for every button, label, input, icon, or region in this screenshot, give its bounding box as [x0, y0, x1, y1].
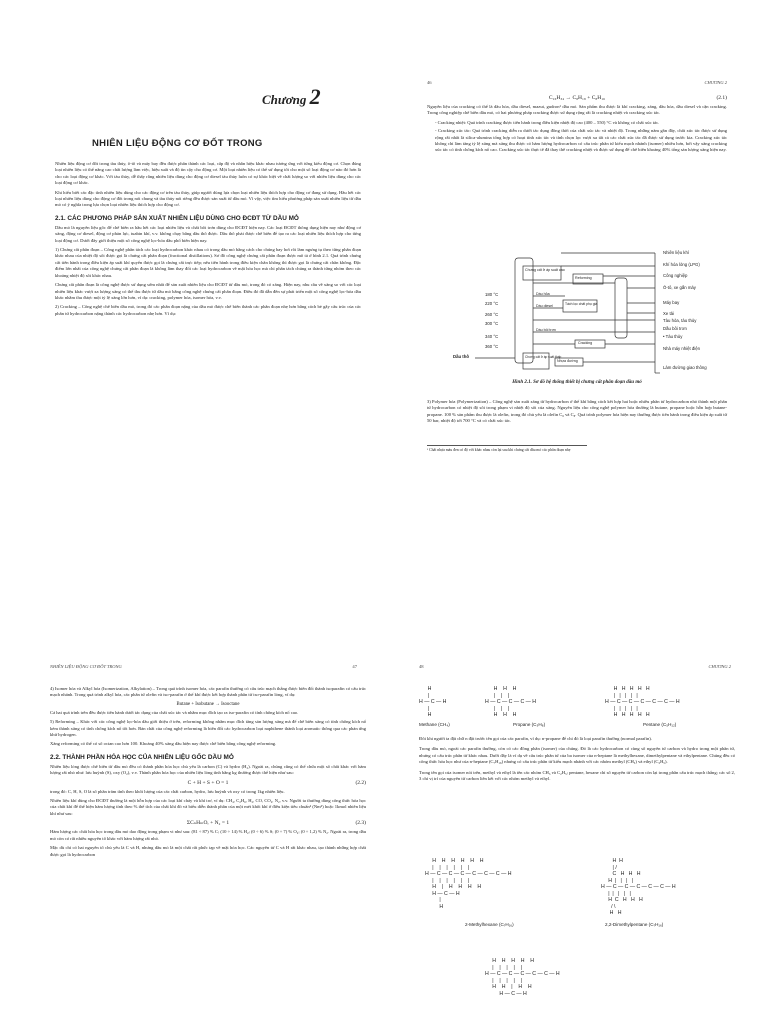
paragraph: Trong dầu mỏ, ngoài các parafin thường, còn có các đồng phân (isomer) của chúng. Đó là các hydrocarbon có cùng số nguyên tử carbon và hydro trong một phân tử, nhưng có cấu trúc phân tử khác nhau. Dưới đây là ví dụ về cấu trúc phân tử của ba isomer của n-heptane là methylhexane, dimethylpentane và ethylpentane. Chúng đều có công thức hóa học như của n-heptane (C₇H₁₆) nhưng có cấu trúc phân tử kiểu mạch nhánh với các nhóm methyl (CH₃) và ethyl (C₂H₅). — [419, 746, 735, 765]
output-label: Máy bay — [663, 300, 680, 305]
unit-label: Tách lọc chất phụ gia — [565, 302, 598, 306]
output-label: Công nghiệp — [663, 273, 688, 278]
molecule-name: Propane (C₃H₈) — [513, 722, 546, 727]
page2-top-text — [427, 92, 727, 154]
paragraph: Mặc dù chỉ có hai nguyên tố chủ yếu là C và H, nhưng dầu mỏ là một chất rất phức tạp về mặt hóa học. Các nguyên tử C và H rất khác nhau, tạo thành những hợp chất được gọi là hydrocarbon — [50, 845, 366, 857]
molecule-name: Methane (CH₄) — [419, 722, 450, 727]
distillation-diagram — [415, 248, 735, 378]
page-number: 48 — [419, 664, 424, 669]
equation-2-3 — [50, 820, 366, 826]
equation-number: (2.3) — [355, 820, 366, 827]
chapter-label: Chương — [262, 92, 307, 107]
output-label: Xe tải — [663, 311, 674, 316]
temp-label: 260 °C — [485, 312, 499, 317]
temp-label: 300 °C — [485, 321, 499, 326]
pentane-structure: H H H H H | | | | | H — C — C — C — C — C — H | | | | | H H H H H — [605, 686, 680, 718]
equation: C + H + S + O = 1 — [187, 779, 229, 786]
reaction: Butane + Isobutane → Isooctane — [176, 701, 240, 707]
unit-label: Dầu bôi trơn — [536, 328, 556, 332]
paragraph: Khi hiểu biết các đặc tính nhiên liệu dùng cho các động cơ trên tàu thủy, giúp người dùng lựa chọn loại nhiên liệu thích hợp cho động cơ đang sử dụng. Hầu hết các loại nhiên liệu dùng cho động cơ đốt trong nói chung và tàu thủy nói riêng đều được sản xuất từ dầu mỏ. Vì vậy, việc tìm hiểu phương pháp sản xuất nhiên liệu từ dầu mỏ có ý nghĩa trong lựa chọn loại nhiên liệu thích hợp cho động cơ. — [55, 189, 361, 208]
output-label: Dầu bôi trơn — [663, 326, 687, 331]
section-heading: 2.2. THÀNH PHẦN HÓA HỌC CỦA NHIÊN LIỆU GỐC DẦU MỎ — [50, 753, 234, 761]
paragraph: Trong tên gọi của isomer nói trên, methyl và ethyl là tên các nhóm CH₃ và C₂H₅; pentane, hexane chỉ số nguyên tử carbon còn lại trong phần cấu trúc mạch thẳng; các số 2, 3 chỉ vị trí của nguyên tử carbon liên kết với các nhóm methyl và ethyl. — [419, 769, 735, 782]
methylhexane-structure: H H H H H H | | | | | | H — C — C — C — C — C — C — H | | | | | | H | H H H H H — C — H | H — [425, 858, 512, 910]
paragraph: 2) Cracking – Công nghệ chế biến dầu mỏ, trong đó các phân đoạn nặng của dầu mỏ được chế biến thành các phân đoạn nhẹ hơn bằng cách bẻ gãy cấu trúc của các phân tử hydrocarbon nặng thành các hydrocarbon nhẹ hơn. Ví dụ: — [55, 304, 361, 316]
paragraph: 3) Polymer hóa (Polymerization) – Công nghệ sản xuất xăng từ hydrocarbon ở thể khí bằng cách kết hợp hai hoặc nhiều phân tử hydrocarbon nhỏ thành một phân tử hydrocarbon có nhiệt độ sôi trong phạm vi nhiệt độ sôi của xăng. Nguyên liệu cho công nghệ polymer hóa thường là butane, propane hoặc hỗn hợp butane-propane. 100 % sản phẩm thu được là olefin, trong đó chủ yếu là olefin C₆ và C₈. Quá trình polymer hóa hiện nay thường được tiến hành trong điều kiện áp suất từ 50 bar, nhiệt độ tới 700 °C và có chất xúc tác. — [427, 399, 727, 424]
ethylpentane-structure: H H H H H | | | | | H — C — C — C — C — C — H | | | | | H H | H H H — C — H — [485, 958, 560, 997]
temp-label: 180 °C — [485, 292, 499, 297]
molecule-name: Pentane (C₅H₁₂) — [643, 722, 677, 727]
output-label: Khí hóa lỏng (LPG) — [663, 262, 700, 267]
page-chapter-2-opening — [30, 50, 385, 500]
crude-oil-label: Dầu thô — [453, 354, 469, 359]
paragraph: Nhiên liệu khí dùng cho ĐCĐT thường là một hỗn hợp của các loại khí cháy và khí trơ, ví dụ: CH₄, C₂H₆, H₂, CO, CO₂, N₂, v.v. Người ta thường dùng công thức hóa học của chất khí để thể hiện hàm lượng tính theo % thể tích của chất khí đó và biểu diễn thành phần của một mét khối khí ở điều kiện tiêu chuẩn² (Nm³) hoặc 1kmol nhiên liệu khí như sau: — [50, 798, 366, 816]
paragraph: Nguyên liệu của cracking có thể là dầu hỏa, dầu diesel, mazut, gudron¹ dầu mỏ. Sản phẩm thu được là khí cracking, xăng, dầu hỏa, dầu diesel và cặn cracking. Trong công nghiệp chế biến dầu mỏ, có hai phương pháp cracking được sử dụng rộng rãi là cracking nhiệt và cracking xúc tác. — [427, 104, 727, 116]
page2-bottom-text — [427, 380, 727, 452]
unit-label: Chưng cất ở áp suất cao — [525, 268, 565, 272]
footnote: ¹ Chất nhựa màu đen có độ với khác nhau còn lại sau khi chưng cất dầu mỏ các phân đoạn nhẹ — [427, 445, 587, 452]
temp-label: 360 °C — [485, 344, 499, 349]
temp-label: 220 °C — [485, 301, 499, 306]
page-48 — [405, 662, 745, 1024]
page4-body — [419, 736, 735, 782]
bullet-item: - Cracking nhiệt: Quá trình cracking được tiến hành trong điều kiện nhiệt độ cao (400 – 550) °C và không có chất xúc tác. — [435, 119, 660, 125]
unit-label: Reforming — [575, 276, 592, 280]
paragraph: 4) Isomer hóa và Alkyl hóa (Isomerization, Alkylation) – Trong quá trình isomer hóa, các parafin thường có cấu trúc mạch thẳng được biến đổi thành isoparafin có cấu trúc mạch nhánh. Trong quá trình alkyl hóa, các phân tử olefin và iso-parafin ở thể khí được kết hợp thành phân tử iso-parafin lỏng, ví dụ: — [50, 686, 366, 698]
unit-label: Chưng cất ở áp suất thấp — [525, 355, 562, 359]
unit-label: Cracking — [578, 341, 593, 345]
equation-number: (2.2) — [355, 779, 366, 786]
section-heading: 2.1. CÁC PHƯƠNG PHÁP SẢN XUẤT NHIÊN LIỆU DÙNG CHO ĐCĐT TỪ DẦU MỎ — [55, 214, 299, 222]
temp-label: 340 °C — [485, 334, 499, 339]
output-label: Làm đường giao thông — [663, 365, 707, 370]
molecule-name: 2-Methylhexane (C₇H₁₆) — [465, 922, 514, 927]
page-number: 46 — [427, 80, 432, 85]
paragraph: Dầu mỏ là nguyên liệu gốc để chế biến ra hầu hết các loại nhiên liệu và chất bôi trơn dùng cho ĐCĐT hiện nay. Các loại ĐCĐT thông dụng hiện nay như động cơ xăng, động cơ diesel, động cơ phản lực, tuabin khí, v.v. không chạy bằng dầu thô được. Dầu thô phải được chế biến để tạo ra các loại nhiên liệu thích hợp cho từng loại động cơ. Dưới đây giới thiệu một số công nghệ lọc-hóa dầu phổ biến hiện nay. — [55, 224, 361, 243]
unit-label: Dầu hỏa — [536, 292, 550, 296]
output-label: Nhà máy nhiệt điện — [663, 346, 701, 351]
output-label: Ô-tô, xe gắn máy — [663, 285, 696, 290]
chapter-title: NHIÊN LIỆU ĐỘNG CƠ ĐỐT TRONG — [92, 138, 263, 149]
paragraph: Nhiên liệu lỏng được chế biến từ dầu mỏ đều có thành phần hóa học chủ yếu là carbon (C) và hydro (H₂). Ngoài ra, chúng cũng có thể chứa một số chất khác với hàm lượng rất nhỏ như: lưu huỳnh (S), oxy (O₂), v.v. Thành phần hóa học của nhiên liệu lỏng tính bằng kg thường được thể hiện như sau: — [50, 763, 366, 776]
paragraph: Nhiên liệu động cơ đốt trong tàu thủy, ô-tô và máy bay đều được phân thành các loại, cấp độ và nhãn hiệu khác nhau tương ứng với từng kiểu động cơ. Chọn đúng loại nhiên liệu có thể nâng cao chất lượng làm việc, hiệu suất và độ tin cậy cho động cơ. Một loại nhiên liệu có thể sử dụng tốt cho một số loại động cơ nào đó hơn là cho các loại động cơ khác. Với tàu thủy, dễ thấy rằng nhiên liệu dùng cho động cơ diesel tàu thủy luôn có sự khác biệt về chất lượng so với nhiên liệu dùng cho các loại động cơ khác. — [55, 161, 361, 186]
paragraph: Chưng cất phân đoạn là công nghệ được sử dụng sớm nhất để sản xuất nhiên liệu cho ĐCĐT từ dầu mỏ, trong đó có xăng. Hiện nay, nhu cầu về xăng so với các loại nhiên liệu khác vượt xa lượng xăng có thể thu được từ dầu mỏ bằng công nghệ chưng cất phân đoạn. Điều đó đã dẫn đến sự phát triển một số công nghệ lọc-hóa dầu khác nhằm thu được một tỷ lệ xăng lớn hơn, ví dụ: cracking, polymer hóa, isomer hóa, v.v. — [55, 282, 361, 300]
output-label: Tàu hỏa, tàu thủy — [663, 318, 697, 323]
equation-2-2 — [50, 780, 366, 786]
figure-caption: Hình 2.1. Sơ đồ hệ thống thiết bị chưng cất phân đoạn dầu mỏ — [512, 380, 642, 385]
paragraph: Cả hai quá trình trên đều được tiến hành dưới tác dụng của chất xúc tác và nhằm mục đích tạo ra iso-parafin có tính chống kích nổ cao. — [50, 709, 299, 715]
equation: ΣCₙHₘOᵣ + N₂ = 1 — [186, 820, 230, 827]
equation: C₁₆H₃₄ → C₈H₁₈ + C₈H₁₆ — [548, 95, 606, 101]
equation-2-1 — [427, 95, 727, 101]
propane-structure: H H H | | | H — C — C — C — H | | | H H H — [485, 686, 537, 718]
unit-label: Nhựa đường — [557, 359, 578, 363]
paragraph: Đôi khi người ta đặt chữ n đặt trước tên gọi của các parafin, ví dụ: n-propane để chỉ đó là loại parafin thường (normal parafin). — [419, 736, 652, 741]
page-46 — [405, 78, 737, 518]
paragraph: 5) Reforming – Khác với các công nghệ lọc-hóa dầu giới thiệu ở trên, reforming không nhằm mục đích tăng sản lượng xăng mà để chế biến xăng có tính chống kích nổ kém thành xăng có tính chống kích nổ tốt hơn. Bản chất của công nghệ reforming là biến đổi các hydrocarbon loại naphthene thành loại aromatic thông qua các phản ứng khử hydrogen. — [50, 719, 366, 738]
methane-structure: H | H — C — H | H — [419, 686, 447, 718]
chapter-heading — [262, 84, 321, 110]
dimethylpentane-structure: H H | / C H H H H | | | | H — C — C — C — C — C — H | | | | | H C H H H / \ H H — [601, 858, 676, 916]
running-head: NHIÊN LIỆU ĐỘNG CƠ ĐỐT TRONG — [50, 664, 122, 669]
paragraph: 1) Chưng cất phân đoạn – Công nghệ phân tách các loại hydrocarbon khác nhau có trong dầu mỏ bằng cách cho chúng bay hơi rồi làm ngưng tụ theo từng phân đoạn khác nhau của nhiệt độ sôi được gọi là chưng cất phân đoạn (fractional distillations). Sơ đồ công nghệ chưng cất phân đoạn được mô tả ở hình 2.1. Quá trình chưng cất tiến hành trong điều kiện áp suất khí quyển được gọi là chưng cất trực tiếp; nếu tiến hành trong điều kiện chân không thì được gọi là chưng cất chân không. Đặc điểm lớn nhất của công nghệ chưng cất phân đoạn là không làm thay đổi các loại hydrocarbon về mặt hóa học mà chỉ phân tách chúng ra thành từng nhóm theo các khoảng nhiệt độ sôi khác nhau. — [55, 247, 361, 278]
equation-number: (2.1) — [716, 95, 727, 101]
paragraph: trong đó: C, H, S, O là số phần trăm tính theo khối lượng của các chất carbon, hydro, lưu huỳnh và oxy có trong 1kg nhiên liệu. — [50, 788, 285, 794]
bullet-item: - Cracking xúc tác: Quá trình cracking diễn ra dưới tác dụng đồng thời của chất xúc tác và nhiệt độ. Trong những năm gần đây, chất xúc tác được sử dụng rộng rãi nhất là silica-alumina tổng hợp có hoạt tính xúc tác và tính chọn lọc vượt xa tất cả các chất xúc tác đã được sử dụng trước kia. Cracking xúc tác không chỉ làm tăng tỷ lệ xăng mà xăng thu được có hàm lượng hydrocarbon có cấu trúc phân tử kiểu mạch nhánh (isomer) nhiều hơn, bởi vậy xăng cracking xúc tác có tính chống kích nổ cao. Cracking xúc tác thực tế đã thay thế cracking nhiệt và được sử dụng để chế biến khoảng 40% tổng sản lượng xăng hiện nay. — [435, 128, 727, 153]
output-label: • Tàu thủy — [663, 334, 683, 339]
page-47 — [30, 662, 385, 1024]
page1-body — [55, 160, 361, 317]
unit-label: Dầu diesel — [536, 304, 553, 308]
paragraph: Hàm lượng các chất hóa học trong dầu mỏ dao động trong phạm vi như sau: (81 ÷ 87) % C; (10 ÷ 14) % H₂; (0 ÷ 6) % S; (0 ÷ 7) % O₂; (0 ÷ 1,2) % N₂. Ngoài ra, trong dầu mỏ còn có rất nhiều nguyên tố khác với hàm lượng rất nhỏ. — [50, 829, 366, 841]
page3-body — [50, 686, 366, 858]
chapter-number: 2 — [309, 84, 321, 109]
output-label: Nhiên liệu khí — [663, 250, 690, 255]
running-head: CHƯƠNG 2 — [708, 664, 731, 669]
running-head: CHƯƠNG 2 — [704, 80, 727, 85]
page-number: 47 — [352, 664, 357, 669]
molecule-name: 2,2-Dimethylpentane (C₇H₁₆) — [605, 922, 664, 927]
paragraph: Xăng reforming có thể có số octan cao hơn 100. Khoảng 40% xăng dầu hiện nay được chế biến bằng công nghệ reforming. — [50, 741, 277, 747]
